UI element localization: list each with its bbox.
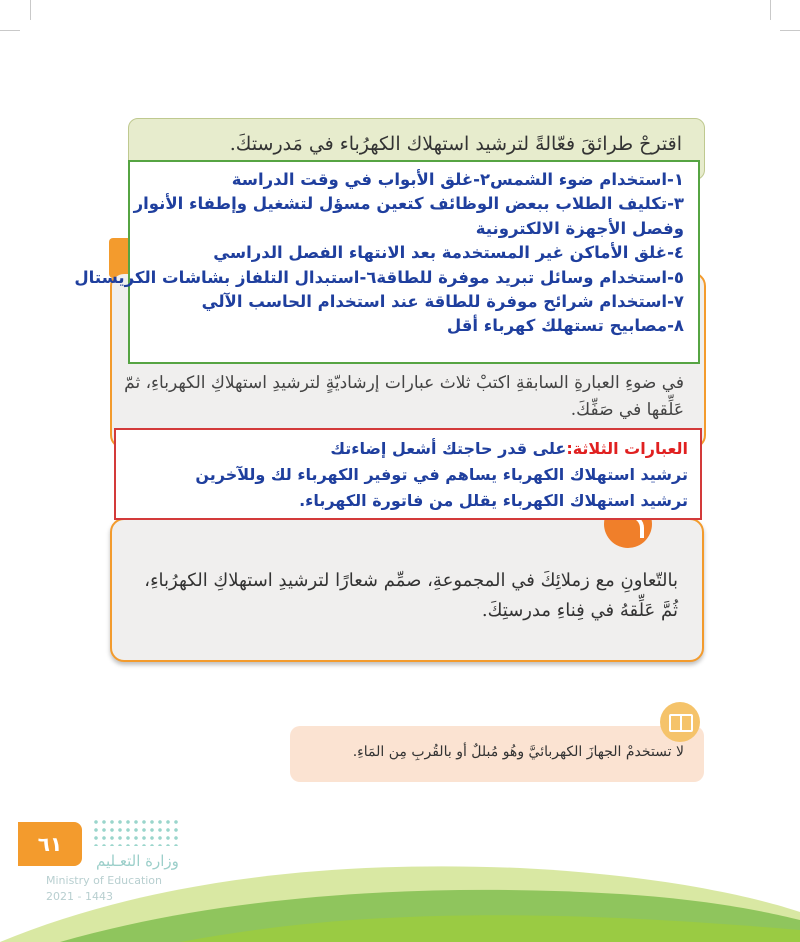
card2-line-2: ثُمَّ عَلِّقهُ في فِناءِ مدرستِكَ. — [481, 600, 678, 621]
safety-tip-box — [290, 726, 704, 782]
phrases-label: العبارات الثلاثة: — [566, 439, 688, 458]
page-number: ٦١ — [18, 822, 82, 866]
safety-tip-text: لا تستخدمْ الجهازَ الكهربائيَّ وهُو مُبللٌ أو بالقُربِ مِن المَاءِ. — [352, 744, 684, 760]
phrase-item: ترشيد استهلاك الكهرباء يساهم في توفير الكهرباء لك وللآخرين — [195, 465, 688, 484]
ministry-year: 2021 - 1443 — [46, 890, 113, 903]
answer-line: ١-استخدام ضوء الشمس٢-غلق الأبواب في وقت الدراسة — [231, 170, 684, 189]
ministry-logo-icon — [92, 818, 180, 846]
ministry-name-english: Ministry of Education — [46, 874, 163, 887]
card1-line-2: عَلِّقها في صَفِّكَ. — [570, 400, 684, 420]
crop-mark-left-h — [0, 30, 20, 31]
activity-card-logo-text — [118, 566, 678, 626]
book-icon — [660, 702, 700, 742]
ministry-name-arabic: وزارة التعـليم — [96, 852, 179, 870]
crop-mark-right-h — [780, 30, 800, 31]
answer-line: ٨-مصابيح تستهلك كهرباء أقل — [446, 316, 684, 336]
suggestion-prompt: اقترحْ طرائقَ فعّالةً لترشيد استهلاك الكهرُباء في مَدرستكَ. — [229, 133, 682, 155]
card2-line-1: بالتّعاونِ مع زملائِكَ في المجموعةِ، صمِّم شعارًا لترشيدِ استهلاكِ الكهرُباءِ، — [144, 570, 678, 591]
answer-line: وفصل الأجهزة الالكترونية — [475, 218, 684, 238]
crop-mark-left — [30, 0, 31, 20]
answer-line: ٣-تكليف الطلاب ببعض الوظائف كتعين مسؤل لتشغيل وإطفاء الأنوار — [133, 194, 684, 214]
answer-line: ٧-استخدام شرائح موفرة للطاقة عند استخدام الحاسب الآلي — [201, 292, 684, 312]
card1-line-1: في ضوءِ العبارةِ السابقةِ اكتبْ ثلاث عبارات إرشاديّةٍ لترشيدِ استهلاكِ الكهرباءِ، ثمّ — [124, 373, 684, 393]
phrases-line-1 — [122, 436, 688, 462]
phrase-item: ترشيد استهلاك الكهرباء يقلل من فاتورة الكهرباء. — [299, 491, 688, 510]
answer-line: ٥-استخدام وسائل تبريد موفرة للطاقة٦-استبدال التلفاز بشاشات الكريستال — [74, 267, 684, 287]
answer-box[interactable] — [74, 160, 700, 364]
phrases-box[interactable] — [114, 428, 702, 520]
crop-mark-right — [770, 0, 771, 20]
phrase-item: على قدر حاجتك أشعل إضاءتك — [330, 439, 567, 458]
activity-card-guidance-text — [124, 370, 684, 424]
answer-line: ٤-غلق الأماكن غير المستخدمة بعد الانتهاء الفصل الدراسي — [213, 243, 684, 263]
